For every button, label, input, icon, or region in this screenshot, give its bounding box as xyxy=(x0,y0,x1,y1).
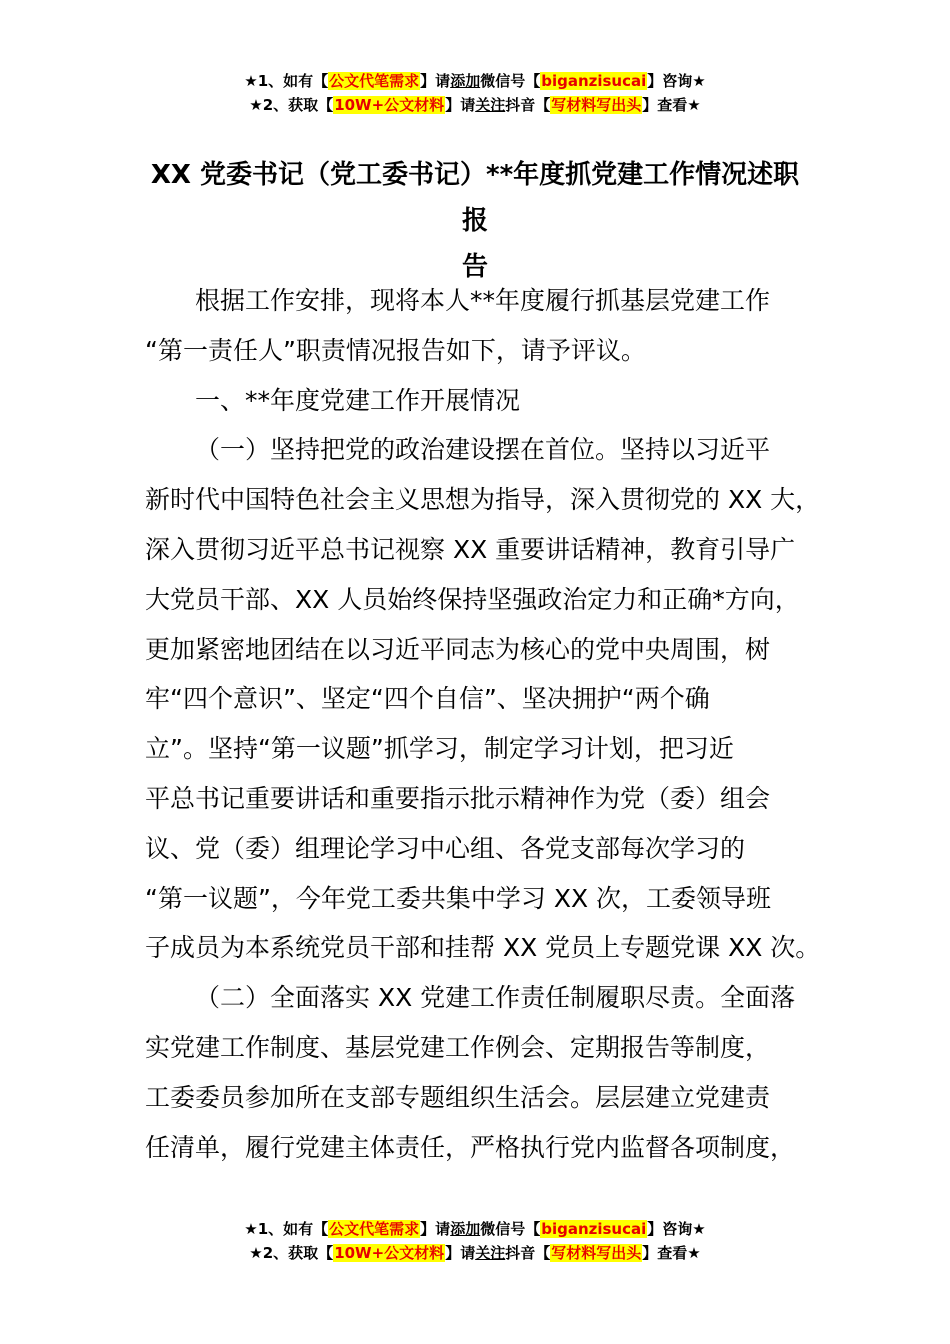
promo-highlight: 10W+公文材料 xyxy=(334,96,445,114)
body-line: “第一议题”，今年党工委共集中学习 XX 次，工委领导班 xyxy=(145,883,772,913)
body-line: “第一责任人”职责情况报告如下，请予评议。 xyxy=(145,335,646,365)
promo-underlined: 关注 xyxy=(475,1244,506,1262)
body-line: 牢“四个意识”、坚定“四个自信”、坚决拥护“两个确 xyxy=(145,684,710,714)
promo-underlined: 添加 xyxy=(450,1220,481,1238)
promo-highlight: 10W+公文材料 xyxy=(334,1244,445,1262)
body-line: 任清单，履行党建主体责任，严格执行党内监督各项制度， xyxy=(145,1132,796,1162)
document-body xyxy=(145,276,825,1172)
promo-highlight: 公文代笔需求 xyxy=(329,72,420,90)
promo-text: 1、如有【 xyxy=(257,72,329,90)
promo-text: 微信号【 xyxy=(480,72,541,90)
body-line: 平总书记重要讲话和重要指示批示精神作为党（委）组会 xyxy=(145,783,771,813)
body-line: （一）坚持把党的政治建设摆在首位。坚持以习近平 xyxy=(195,435,771,465)
star-icon: ★ xyxy=(244,1220,258,1238)
body-line: 大党员干部、XX 人员始终保持坚强政治定力和正确*方向， xyxy=(145,584,800,614)
title-line: 告 xyxy=(461,252,488,282)
promo-text: 】查看★ xyxy=(642,96,701,114)
promo-line-2 xyxy=(0,1242,950,1266)
promo-footer xyxy=(0,1218,950,1266)
body-line: 立”。坚持“第一议题”抓学习，制定学习计划，把习近 xyxy=(145,734,734,764)
promo-text: 】咨询★ xyxy=(647,1220,706,1238)
promo-text: 】查看★ xyxy=(642,1244,701,1262)
promo-text: 1、如有【 xyxy=(257,1220,329,1238)
promo-text: 】咨询★ xyxy=(647,72,706,90)
body-line: 议、党（委）组理论学习中心组、各党支部每次学习的 xyxy=(145,833,746,863)
promo-text: 】请 xyxy=(420,72,451,90)
promo-line-1 xyxy=(0,70,950,94)
promo-highlight: 公文代笔需求 xyxy=(329,1220,420,1238)
promo-text: 2、获取【 xyxy=(262,96,334,114)
promo-wechat-id: biganzisucai xyxy=(541,72,647,90)
promo-line-1 xyxy=(0,1218,950,1242)
promo-text: 抖音【 xyxy=(505,96,551,114)
promo-douyin-id: 写材料写出头 xyxy=(551,1244,642,1262)
promo-underlined: 关注 xyxy=(475,96,506,114)
title-line: XX 党委书记（党工委书记）**年度抓党建工作情况述职报 xyxy=(150,160,800,236)
document-title xyxy=(140,152,810,290)
promo-line-2 xyxy=(0,94,950,118)
promo-text: 】请 xyxy=(420,1220,451,1238)
promo-text: 】请 xyxy=(445,1244,476,1262)
body-line: （二）全面落实 XX 党建工作责任制履职尽责。全面落 xyxy=(195,983,796,1013)
body-line: 深入贯彻习近平总书记视察 XX 重要讲话精神，教育引导广 xyxy=(145,534,796,564)
promo-underlined: 添加 xyxy=(450,72,481,90)
promo-text: 】请 xyxy=(445,96,476,114)
promo-header xyxy=(0,70,950,118)
body-line: 子成员为本系统党员干部和挂帮 XX 党员上专题党课 XX 次。 xyxy=(145,933,821,963)
promo-douyin-id: 写材料写出头 xyxy=(551,96,642,114)
star-icon: ★ xyxy=(244,72,258,90)
section-heading: 一、**年度党建工作开展情况 xyxy=(195,385,521,415)
body-line: 新时代中国特色社会主义思想为指导，深入贯彻党的 XX 大， xyxy=(145,485,821,515)
star-icon: ★ xyxy=(249,1244,263,1262)
promo-text: 抖音【 xyxy=(505,1244,551,1262)
promo-text: 2、获取【 xyxy=(262,1244,334,1262)
promo-text: 微信号【 xyxy=(480,1220,541,1238)
star-icon: ★ xyxy=(249,96,263,114)
body-line: 工委委员参加所在支部专题组织生活会。层层建立党建责 xyxy=(145,1082,771,1112)
promo-wechat-id: biganzisucai xyxy=(541,1220,647,1238)
body-line: 更加紧密地团结在以习近平同志为核心的党中央周围，树 xyxy=(145,634,771,664)
body-line: 根据工作安排，现将本人**年度履行抓基层党建工作 xyxy=(195,286,771,315)
body-line: 实党建工作制度、基层党建工作例会、定期报告等制度， xyxy=(145,1032,771,1062)
